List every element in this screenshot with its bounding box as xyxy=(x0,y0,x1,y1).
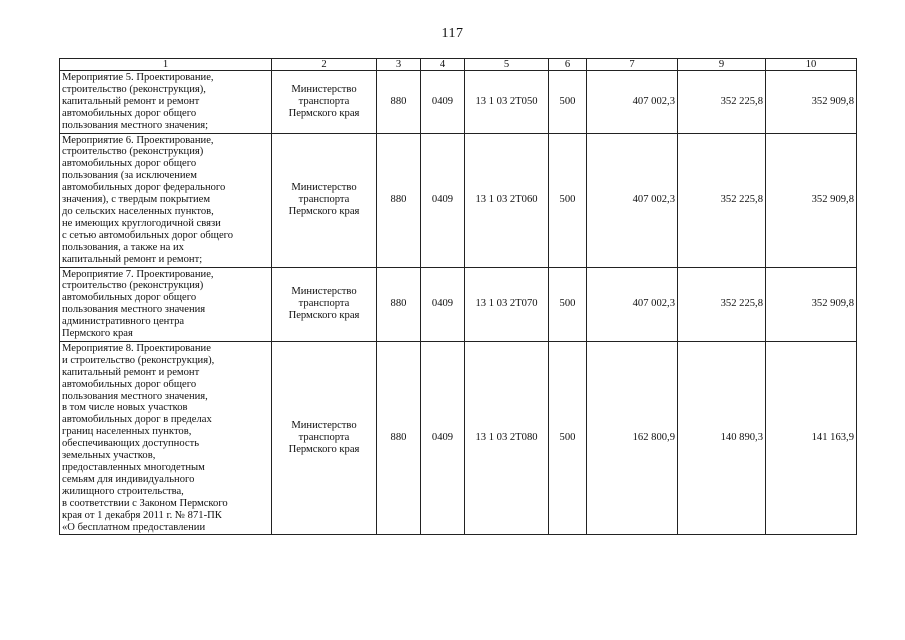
activity-name-line: предоставленных многодетным xyxy=(62,462,205,473)
activity-name-line: административного центра xyxy=(62,316,185,328)
activity-name-cell xyxy=(60,341,272,535)
activity-name-line: строительство (реконструкция), xyxy=(62,83,206,95)
activity-name-line: пользования местного значения xyxy=(62,304,206,316)
amount-col9-cell: 140 890,3 xyxy=(678,341,766,535)
amount-col10-cell: 352 909,8 xyxy=(766,133,857,267)
activity-name-line: жилищного строительства, xyxy=(62,485,184,497)
table-row xyxy=(60,341,857,535)
activity-name-line: автомобильных дорог общего xyxy=(62,158,197,170)
target-article-cell: 13 1 03 2Т050 xyxy=(465,71,549,134)
amount-col10-cell: 352 909,8 xyxy=(766,267,857,341)
activity-name-line: в том числе новых участков xyxy=(62,402,188,414)
responsible-org-line: Пермского края xyxy=(288,107,360,119)
header-col-3: 3 xyxy=(377,59,421,71)
header-col-4: 4 xyxy=(421,59,465,71)
activity-name-line: до сельских населенных пунктов, xyxy=(62,205,214,217)
section-code-cell: 0409 xyxy=(421,341,465,535)
ministry-code-cell: 880 xyxy=(377,267,421,341)
responsible-org-line: транспорта xyxy=(298,95,350,107)
activity-name-line: автомобильных дорог общего xyxy=(62,292,197,304)
amount-col7-cell: 162 800,9 xyxy=(587,341,678,535)
table-body xyxy=(60,71,857,535)
ministry-code-cell: 880 xyxy=(377,71,421,134)
responsible-org-line: Министерство xyxy=(291,286,357,298)
amount-col9-cell: 352 225,8 xyxy=(678,267,766,341)
activity-name-line: земельных участков, xyxy=(62,450,156,462)
amount-col10-cell: 141 163,9 xyxy=(766,341,857,535)
table-row xyxy=(60,267,857,341)
activity-name-line: автомобильных дорог федерального xyxy=(62,182,226,194)
amount-col7-cell: 407 002,3 xyxy=(587,267,678,341)
header-col-2: 2 xyxy=(272,59,377,71)
activity-name-line: Мероприятие 5. Проектирование, xyxy=(62,72,214,83)
responsible-org-line: Пермского края xyxy=(288,310,360,322)
activity-name-line: пользования местного значения; xyxy=(62,119,209,131)
target-article-cell: 13 1 03 2Т070 xyxy=(465,267,549,341)
activity-name-cell xyxy=(60,71,272,134)
header-col-5: 5 xyxy=(465,59,549,71)
responsible-org-line: транспорта xyxy=(298,194,350,206)
header-row xyxy=(60,59,857,71)
responsible-org-line: транспорта xyxy=(298,298,350,310)
section-code-cell: 0409 xyxy=(421,267,465,341)
activity-name-line: обеспечивающих доступность xyxy=(62,438,200,450)
activity-name-line: автомобильных дорог в пределах xyxy=(62,414,212,426)
responsible-org-cell xyxy=(272,267,377,341)
responsible-org-cell xyxy=(272,341,377,535)
activity-name-line: границ населенных пунктов, xyxy=(62,426,192,438)
responsible-org-line: Министерство xyxy=(291,182,357,194)
activity-name-cell xyxy=(60,133,272,267)
amount-col9-cell: 352 225,8 xyxy=(678,71,766,134)
table-row xyxy=(60,133,857,267)
expense-type-cell: 500 xyxy=(549,341,587,535)
table-row xyxy=(60,71,857,134)
activity-name-line: значения), с твердым покрытием xyxy=(62,194,211,206)
activity-name-line: капитальный ремонт и ремонт xyxy=(62,95,200,107)
expense-type-cell: 500 xyxy=(549,267,587,341)
activity-name-line: автомобильных дорог общего xyxy=(62,378,197,390)
section-code-cell: 0409 xyxy=(421,133,465,267)
section-code-cell: 0409 xyxy=(421,71,465,134)
expense-type-cell: 500 xyxy=(549,133,587,267)
activity-name-line: строительство (реконструкция) xyxy=(62,280,204,292)
header-col-10: 10 xyxy=(766,59,857,71)
activity-name-line: пользования, а также на их xyxy=(62,241,184,253)
activity-name-line: пользования (за исключением xyxy=(62,170,197,182)
header-col-6: 6 xyxy=(549,59,587,71)
header-col-1: 1 xyxy=(60,59,272,71)
responsible-org-line: Министерство xyxy=(291,83,357,95)
expense-type-cell: 500 xyxy=(549,71,587,134)
responsible-org-line: транспорта xyxy=(298,432,350,444)
activity-name-line: с сетью автомобильных дорог общего xyxy=(62,229,234,241)
activity-name-line: автомобильных дорог общего xyxy=(62,107,197,119)
activity-name-line: «О бесплатном предоставлении xyxy=(62,521,206,533)
target-article-cell: 13 1 03 2Т060 xyxy=(465,133,549,267)
budget-table xyxy=(59,58,857,535)
activity-name-line: Мероприятие 8. Проектирование xyxy=(62,342,211,354)
ministry-code-cell: 880 xyxy=(377,341,421,535)
activity-name-cell xyxy=(60,267,272,341)
activity-name-line: края от 1 декабря 2011 г. № 871-ПК xyxy=(62,509,222,521)
activity-name-line: пользования местного значения, xyxy=(62,390,208,402)
responsible-org-cell xyxy=(272,133,377,267)
activity-name-line: и строительство (реконструкция), xyxy=(62,354,215,366)
header-col-7: 7 xyxy=(587,59,678,71)
activity-name-line: Пермского края xyxy=(62,328,133,340)
activity-name-line: не имеющих круглогодичной связи xyxy=(62,217,221,229)
activity-name-line: строительство (реконструкция) xyxy=(62,146,204,158)
amount-col10-cell: 352 909,8 xyxy=(766,71,857,134)
responsible-org-line: Пермского края xyxy=(288,444,360,456)
responsible-org-line: Министерство xyxy=(291,420,357,432)
activity-name-line: капитальный ремонт и ремонт xyxy=(62,366,200,378)
header-col-9: 9 xyxy=(678,59,766,71)
activity-name-line: в соответствии с Законом Пермского xyxy=(62,497,228,509)
responsible-org-cell xyxy=(272,71,377,134)
amount-col7-cell: 407 002,3 xyxy=(587,133,678,267)
activity-name-line: капитальный ремонт и ремонт; xyxy=(62,253,203,265)
activity-name-line: Мероприятие 6. Проектирование, xyxy=(62,134,214,146)
responsible-org-line: Пермского края xyxy=(288,205,360,217)
ministry-code-cell: 880 xyxy=(377,133,421,267)
activity-name-line: Мероприятие 7. Проектирование, xyxy=(62,268,214,280)
activity-name-line: семьям для индивидуального xyxy=(62,473,195,485)
amount-col9-cell: 352 225,8 xyxy=(678,133,766,267)
page-number: 117 xyxy=(441,26,464,41)
amount-col7-cell: 407 002,3 xyxy=(587,71,678,134)
target-article-cell: 13 1 03 2Т080 xyxy=(465,341,549,535)
